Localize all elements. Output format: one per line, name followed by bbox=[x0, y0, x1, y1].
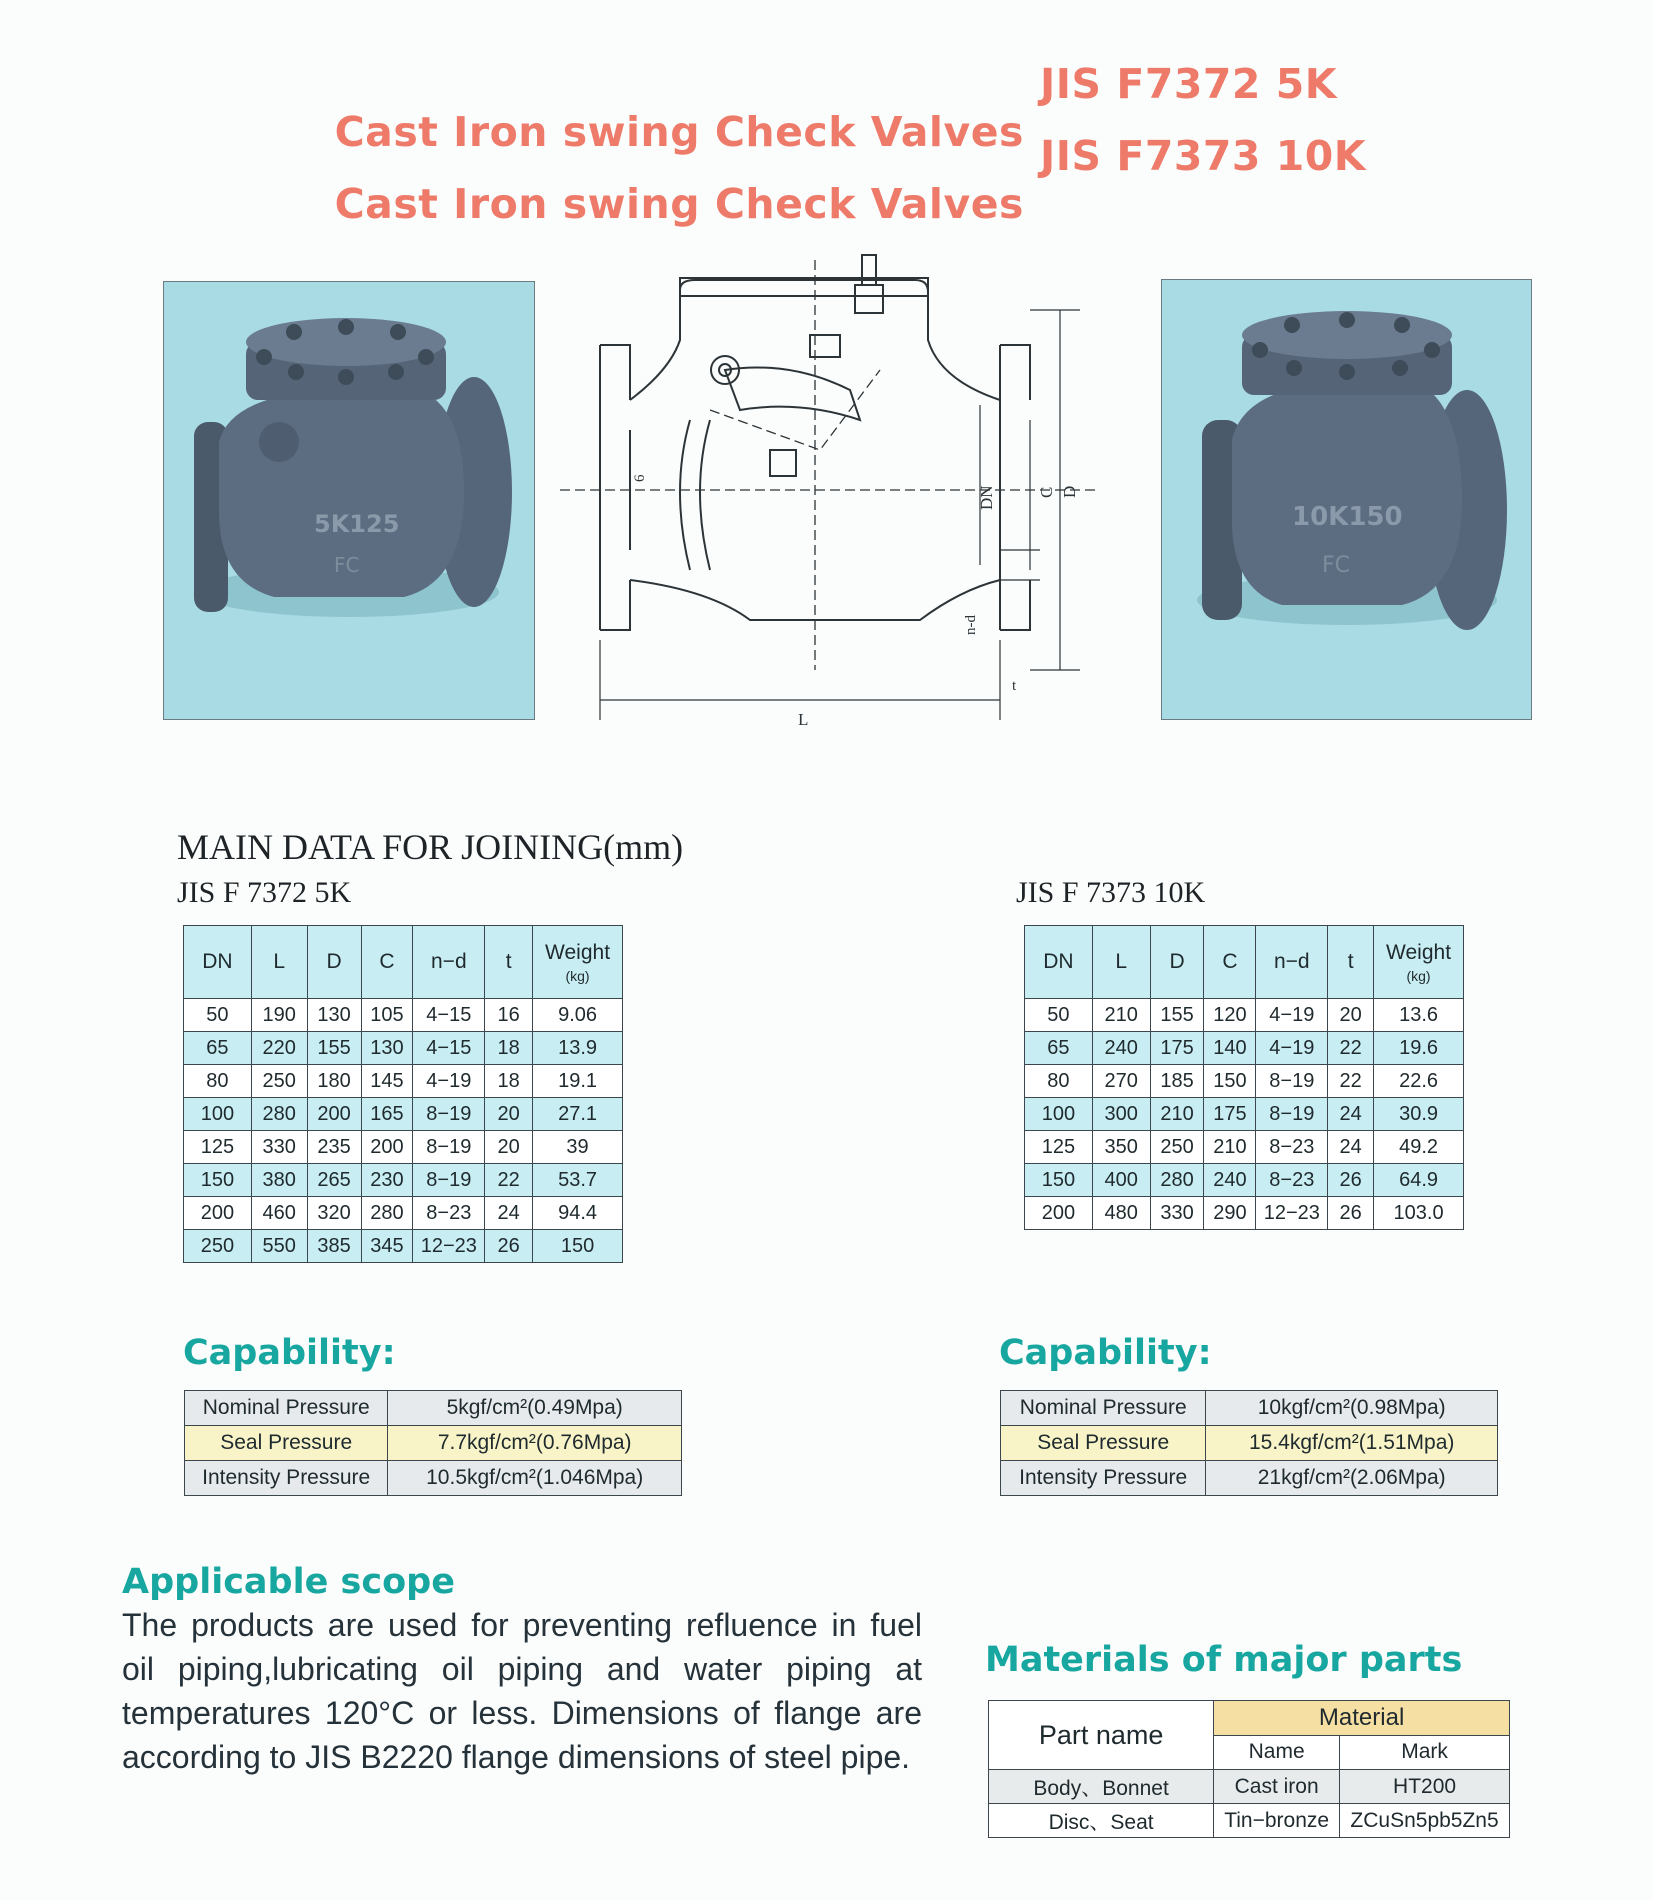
table-row bbox=[1025, 1098, 1464, 1131]
column-header-label: n−d bbox=[431, 950, 467, 973]
table-cell: 185 bbox=[1150, 1065, 1204, 1098]
title-text-1: Cast Iron swing Check Valves bbox=[334, 108, 1024, 156]
capability-row bbox=[185, 1391, 682, 1426]
table-cell: 18 bbox=[485, 1065, 533, 1098]
title-text-2: Cast Iron swing Check Valves bbox=[334, 180, 1024, 228]
materials-part-cell: Disc、Seat bbox=[989, 1804, 1214, 1838]
table-cell: 12−23 bbox=[1256, 1197, 1328, 1230]
table-cell: 190 bbox=[251, 999, 307, 1032]
table-cell: 330 bbox=[251, 1131, 307, 1164]
table-cell: 175 bbox=[1204, 1098, 1256, 1131]
table-cell: 250 bbox=[1150, 1131, 1204, 1164]
table-cell: 30.9 bbox=[1374, 1098, 1464, 1131]
table-cell: 22 bbox=[1328, 1032, 1374, 1065]
table-row bbox=[184, 1230, 623, 1263]
capability-label: Nominal Pressure bbox=[185, 1391, 388, 1426]
table-cell: 20 bbox=[485, 1098, 533, 1131]
capability-title-10k: Capability: bbox=[999, 1333, 1212, 1373]
table-cell: 24 bbox=[1328, 1131, 1374, 1164]
table-cell: 350 bbox=[1092, 1131, 1150, 1164]
table-cell: 150 bbox=[184, 1164, 252, 1197]
table-cell: 9.06 bbox=[533, 999, 623, 1032]
table-cell: 4−19 bbox=[1256, 1032, 1328, 1065]
materials-name-cell: Tin−bronze bbox=[1214, 1804, 1340, 1838]
table-cell: 4−15 bbox=[413, 1032, 485, 1065]
column-header bbox=[413, 926, 485, 999]
valve-5k-illustration bbox=[164, 282, 534, 719]
table-cell: 280 bbox=[361, 1197, 413, 1230]
column-header bbox=[1150, 926, 1204, 999]
table-cell: 125 bbox=[184, 1131, 252, 1164]
table-cell: 22 bbox=[485, 1164, 533, 1197]
table-cell: 12−23 bbox=[413, 1230, 485, 1263]
table-cell: 330 bbox=[1150, 1197, 1204, 1230]
materials-table bbox=[988, 1700, 1510, 1838]
column-header bbox=[1256, 926, 1328, 999]
table-cell: 13.9 bbox=[533, 1032, 623, 1065]
table-header-row bbox=[184, 926, 623, 999]
table-row bbox=[1025, 1032, 1464, 1065]
table-cell: 26 bbox=[1328, 1197, 1374, 1230]
table-cell: 4−19 bbox=[413, 1065, 485, 1098]
table-row bbox=[1025, 1197, 1464, 1230]
capability-label: Nominal Pressure bbox=[1001, 1391, 1206, 1426]
table-cell: 94.4 bbox=[533, 1197, 623, 1230]
column-header bbox=[1204, 926, 1256, 999]
materials-part-name-header: Part name bbox=[989, 1701, 1214, 1770]
drawing-label-d: D bbox=[1060, 485, 1079, 498]
capability-value: 10kgf/cm²(0.98Mpa) bbox=[1206, 1391, 1498, 1426]
drawing-label-l: L bbox=[798, 710, 809, 729]
table-cell: 460 bbox=[251, 1197, 307, 1230]
table-cell: 290 bbox=[1204, 1197, 1256, 1230]
capability-label: Intensity Pressure bbox=[1001, 1461, 1206, 1496]
table-cell: 8−19 bbox=[1256, 1098, 1328, 1131]
table-cell: 8−19 bbox=[413, 1131, 485, 1164]
table-row bbox=[1025, 1065, 1464, 1098]
column-header bbox=[1374, 926, 1464, 999]
table-cell: 8−23 bbox=[1256, 1131, 1328, 1164]
table-cell: 8−23 bbox=[1256, 1164, 1328, 1197]
table-row bbox=[1025, 1164, 1464, 1197]
capability-label: Intensity Pressure bbox=[185, 1461, 388, 1496]
main-data-table-5k bbox=[183, 925, 623, 1263]
capability-value: 15.4kgf/cm²(1.51Mpa) bbox=[1206, 1426, 1498, 1461]
table-5k-label: JIS F 7372 5K bbox=[177, 876, 352, 909]
column-header-label: DN bbox=[202, 950, 233, 973]
table-cell: 64.9 bbox=[1374, 1164, 1464, 1197]
weight-unit-label: (kg) bbox=[1406, 967, 1431, 984]
column-header-label: Weight bbox=[1386, 940, 1452, 964]
table-cell: 200 bbox=[184, 1197, 252, 1230]
table-cell: 8−19 bbox=[413, 1098, 485, 1131]
table-cell: 65 bbox=[184, 1032, 252, 1065]
table-cell: 200 bbox=[307, 1098, 361, 1131]
table-cell: 480 bbox=[1092, 1197, 1150, 1230]
table-row bbox=[184, 1032, 623, 1065]
table-cell: 50 bbox=[184, 999, 252, 1032]
table-cell: 240 bbox=[1204, 1164, 1256, 1197]
table-cell: 125 bbox=[1025, 1131, 1093, 1164]
table-cell: 50 bbox=[1025, 999, 1093, 1032]
table-cell: 8−23 bbox=[413, 1197, 485, 1230]
capability-row bbox=[185, 1461, 682, 1496]
column-header-label: Weight bbox=[545, 940, 611, 964]
table-cell: 80 bbox=[184, 1065, 252, 1098]
column-header-label: t bbox=[505, 950, 512, 973]
table-cell: 19.1 bbox=[533, 1065, 623, 1098]
table-row bbox=[184, 1197, 623, 1230]
table-cell: 180 bbox=[307, 1065, 361, 1098]
weight-unit-label: (kg) bbox=[565, 967, 590, 984]
table-cell: 220 bbox=[251, 1032, 307, 1065]
column-header-label: L bbox=[1115, 950, 1128, 973]
materials-mark-header: Mark bbox=[1340, 1735, 1510, 1770]
table-cell: 130 bbox=[361, 1032, 413, 1065]
table-cell: 280 bbox=[251, 1098, 307, 1131]
capability-table-5k bbox=[184, 1390, 682, 1496]
table-cell: 385 bbox=[307, 1230, 361, 1263]
materials-name-cell: Cast iron bbox=[1214, 1770, 1340, 1804]
main-data-table-10k bbox=[1024, 925, 1464, 1230]
table-cell: 4−15 bbox=[413, 999, 485, 1032]
column-header-label: n−d bbox=[1273, 950, 1310, 973]
column-header-label: L bbox=[273, 950, 286, 973]
column-header-label: D bbox=[326, 950, 342, 973]
table-cell: 100 bbox=[1025, 1098, 1093, 1131]
table-cell: 19.6 bbox=[1374, 1032, 1464, 1065]
table-cell: 100 bbox=[184, 1098, 252, 1131]
photo-sub-5k: FC bbox=[334, 553, 360, 577]
valve-photo-5k bbox=[163, 281, 535, 720]
table-cell: 22.6 bbox=[1374, 1065, 1464, 1098]
table-cell: 4−19 bbox=[1256, 999, 1328, 1032]
table-cell: 250 bbox=[184, 1230, 252, 1263]
table-cell: 120 bbox=[1204, 999, 1256, 1032]
table-cell: 8−19 bbox=[413, 1164, 485, 1197]
table-cell: 130 bbox=[307, 999, 361, 1032]
table-cell: 210 bbox=[1150, 1098, 1204, 1131]
table-cell: 235 bbox=[307, 1131, 361, 1164]
table-cell: 270 bbox=[1092, 1065, 1150, 1098]
table-cell: 320 bbox=[307, 1197, 361, 1230]
materials-mark-cell: ZCuSn5pb5Zn5 bbox=[1340, 1804, 1510, 1838]
table-cell: 26 bbox=[485, 1230, 533, 1263]
table-cell: 105 bbox=[361, 999, 413, 1032]
table-cell: 140 bbox=[1204, 1032, 1256, 1065]
table-cell: 8−19 bbox=[1256, 1065, 1328, 1098]
capability-table-10k bbox=[1000, 1390, 1498, 1496]
table-cell: 550 bbox=[251, 1230, 307, 1263]
materials-title: Materials of major parts bbox=[985, 1640, 1463, 1680]
column-header bbox=[1025, 926, 1093, 999]
column-header bbox=[1092, 926, 1150, 999]
photo-marking-5k: 5K125 bbox=[314, 510, 400, 538]
materials-part-cell: Body、Bonnet bbox=[989, 1770, 1214, 1804]
table-cell: 13.6 bbox=[1374, 999, 1464, 1032]
table-cell: 145 bbox=[361, 1065, 413, 1098]
materials-mark-cell: HT200 bbox=[1340, 1770, 1510, 1804]
table-cell: 210 bbox=[1204, 1131, 1256, 1164]
capability-value: 21kgf/cm²(2.06Mpa) bbox=[1206, 1461, 1498, 1496]
table-cell: 65 bbox=[1025, 1032, 1093, 1065]
table-row bbox=[1025, 1131, 1464, 1164]
table-row bbox=[184, 1098, 623, 1131]
title-standard-2: JIS F7373 10K bbox=[1040, 132, 1367, 180]
column-header-label: D bbox=[1169, 950, 1185, 973]
table-header-row bbox=[1025, 926, 1464, 999]
column-header-label: C bbox=[1222, 950, 1238, 973]
table-cell: 265 bbox=[307, 1164, 361, 1197]
table-row bbox=[1025, 999, 1464, 1032]
table-cell: 300 bbox=[1092, 1098, 1150, 1131]
capability-label: Seal Pressure bbox=[1001, 1426, 1206, 1461]
table-cell: 80 bbox=[1025, 1065, 1093, 1098]
table-cell: 155 bbox=[307, 1032, 361, 1065]
table-cell: 165 bbox=[361, 1098, 413, 1131]
photo-marking-10k: 10K150 bbox=[1292, 502, 1403, 532]
table-cell: 27.1 bbox=[533, 1098, 623, 1131]
table-10k-label: JIS F 7373 10K bbox=[1016, 876, 1206, 909]
table-cell: 39 bbox=[533, 1131, 623, 1164]
table-row bbox=[184, 1131, 623, 1164]
table-cell: 400 bbox=[1092, 1164, 1150, 1197]
title-standard-1: JIS F7372 5K bbox=[1040, 60, 1338, 108]
valve-photo-10k bbox=[1161, 279, 1532, 720]
capability-row bbox=[1001, 1461, 1498, 1496]
column-header bbox=[485, 926, 533, 999]
photo-sub-10k: FC bbox=[1322, 553, 1351, 578]
materials-name-header: Name bbox=[1214, 1735, 1340, 1770]
table-cell: 150 bbox=[1025, 1164, 1093, 1197]
valve-section-drawing bbox=[560, 250, 1120, 730]
table-cell: 155 bbox=[1150, 999, 1204, 1032]
column-header bbox=[1328, 926, 1374, 999]
table-cell: 49.2 bbox=[1374, 1131, 1464, 1164]
applicable-scope-text: The products are used for preventing refluence in fuel oil piping,lubricating oil piping and water piping at temperatures 120°C or less. Dimensions of flange are according to JIS B2220 flange dimensions of steel pipe. bbox=[122, 1607, 922, 1775]
table-cell: 20 bbox=[1328, 999, 1374, 1032]
drawing-label-t: t bbox=[1012, 678, 1017, 694]
capability-value: 7.7kgf/cm²(0.76Mpa) bbox=[388, 1426, 682, 1461]
capability-row bbox=[1001, 1391, 1498, 1426]
materials-material-header: Material bbox=[1214, 1701, 1510, 1736]
table-row bbox=[184, 1065, 623, 1098]
column-header bbox=[184, 926, 252, 999]
table-cell: 22 bbox=[1328, 1065, 1374, 1098]
column-header bbox=[307, 926, 361, 999]
drawing-label-delta: 6 bbox=[632, 474, 648, 482]
table-cell: 240 bbox=[1092, 1032, 1150, 1065]
main-data-heading: MAIN DATA FOR JOINING(mm) bbox=[177, 827, 684, 867]
table-cell: 18 bbox=[485, 1032, 533, 1065]
table-cell: 200 bbox=[1025, 1197, 1093, 1230]
table-row bbox=[184, 1164, 623, 1197]
table-cell: 53.7 bbox=[533, 1164, 623, 1197]
table-cell: 280 bbox=[1150, 1164, 1204, 1197]
table-cell: 16 bbox=[485, 999, 533, 1032]
materials-row bbox=[989, 1804, 1510, 1838]
drawing-label-dn: DN bbox=[977, 485, 996, 510]
column-header bbox=[361, 926, 413, 999]
table-cell: 380 bbox=[251, 1164, 307, 1197]
table-cell: 210 bbox=[1092, 999, 1150, 1032]
column-header-label: t bbox=[1347, 950, 1354, 973]
table-cell: 103.0 bbox=[1374, 1197, 1464, 1230]
column-header-label: C bbox=[379, 950, 395, 973]
table-cell: 250 bbox=[251, 1065, 307, 1098]
capability-title-5k: Capability: bbox=[183, 1333, 396, 1373]
capability-row bbox=[185, 1426, 682, 1461]
table-cell: 24 bbox=[1328, 1098, 1374, 1131]
table-cell: 24 bbox=[485, 1197, 533, 1230]
column-header-label: DN bbox=[1043, 950, 1074, 973]
table-cell: 175 bbox=[1150, 1032, 1204, 1065]
table-cell: 200 bbox=[361, 1131, 413, 1164]
table-row bbox=[184, 999, 623, 1032]
table-cell: 230 bbox=[361, 1164, 413, 1197]
table-cell: 20 bbox=[485, 1131, 533, 1164]
capability-value: 10.5kgf/cm²(1.046Mpa) bbox=[388, 1461, 682, 1496]
table-cell: 26 bbox=[1328, 1164, 1374, 1197]
table-cell: 150 bbox=[1204, 1065, 1256, 1098]
materials-row bbox=[989, 1770, 1510, 1804]
table-cell: 345 bbox=[361, 1230, 413, 1263]
capability-row bbox=[1001, 1426, 1498, 1461]
drawing-label-c: C bbox=[1037, 486, 1056, 498]
capability-value: 5kgf/cm²(0.49Mpa) bbox=[388, 1391, 682, 1426]
column-header bbox=[251, 926, 307, 999]
table-cell: 150 bbox=[533, 1230, 623, 1263]
applicable-scope-title: Applicable scope bbox=[122, 1562, 455, 1602]
column-header bbox=[533, 926, 623, 999]
valve-10k-illustration bbox=[1162, 280, 1531, 719]
capability-label: Seal Pressure bbox=[185, 1426, 388, 1461]
drawing-label-nd: n-d bbox=[963, 615, 979, 635]
